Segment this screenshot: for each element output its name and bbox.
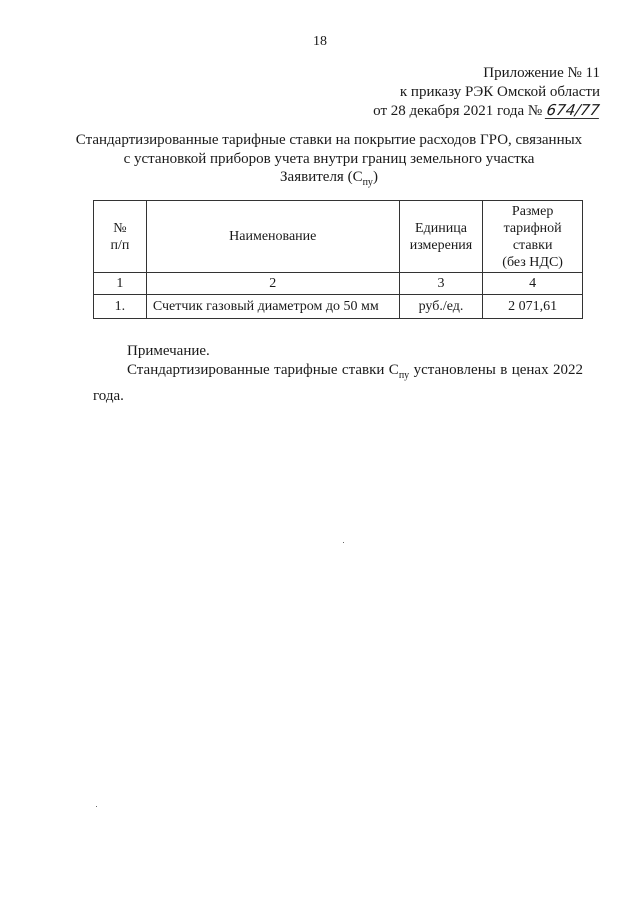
appendix-order-date-text: от 28 декабря 2021 года №	[373, 103, 543, 119]
document-title-line-3	[34, 168, 624, 192]
row-name: Счетчик газовый диаметром до 50 мм	[146, 295, 399, 319]
document-title-line-1: Стандартизированные тарифные ставки на покрытие расходов ГРО, связанных	[75, 132, 583, 148]
header-rate-line-2: тарифной	[503, 220, 562, 236]
note-text	[93, 360, 583, 406]
table-row	[94, 295, 583, 319]
title-line-3-suffix: )	[372, 169, 378, 185]
index-cell: 1	[94, 273, 147, 295]
header-rate-line-4: (без НДС)	[502, 254, 563, 270]
header-rate-line-3: ставки	[512, 237, 553, 253]
row-rate: 2 071,61	[483, 295, 583, 319]
title-line-3-prefix: Заявителя (С	[280, 169, 363, 185]
header-name: Наименование	[146, 201, 399, 273]
appendix-order-ref: к приказу РЭК Омской области	[399, 84, 600, 100]
header-rate	[483, 201, 583, 273]
scan-speck	[343, 542, 344, 543]
page-number: 18	[313, 34, 327, 49]
order-number-handwritten: 674/77	[545, 101, 601, 119]
scan-speck	[96, 806, 97, 807]
document-title-line-2: с установкой приборов учета внутри границ земельного участка	[123, 151, 535, 167]
index-cell: 4	[483, 273, 583, 295]
note-text-suffix: установлены в ценах 2022 года.	[93, 362, 583, 404]
note-title: Примечание.	[127, 343, 210, 359]
index-cell: 3	[399, 273, 483, 295]
appendix-order-date	[373, 102, 600, 121]
header-number-line-2: п/п	[110, 237, 130, 253]
header-unit-line-2: измерения	[409, 237, 473, 253]
note-text-prefix: Стандартизированные тарифные ставки С	[127, 362, 399, 378]
index-cell: 2	[146, 273, 399, 295]
title-line-3-subscript: пу	[362, 177, 373, 188]
header-number	[94, 201, 147, 273]
header-rate-line-1: Размер	[511, 203, 554, 219]
header-unit-line-1: Единица	[415, 220, 467, 236]
header-number-line-1: №	[113, 220, 127, 236]
header-unit	[399, 201, 483, 273]
note-text-subscript: пу	[398, 370, 410, 381]
table-header-row	[94, 201, 583, 273]
tariff-table	[93, 200, 583, 319]
table-index-row	[94, 273, 583, 295]
row-number: 1.	[94, 295, 147, 319]
appendix-title: Приложение № 11	[483, 65, 600, 81]
row-unit: руб./ед.	[399, 295, 483, 319]
